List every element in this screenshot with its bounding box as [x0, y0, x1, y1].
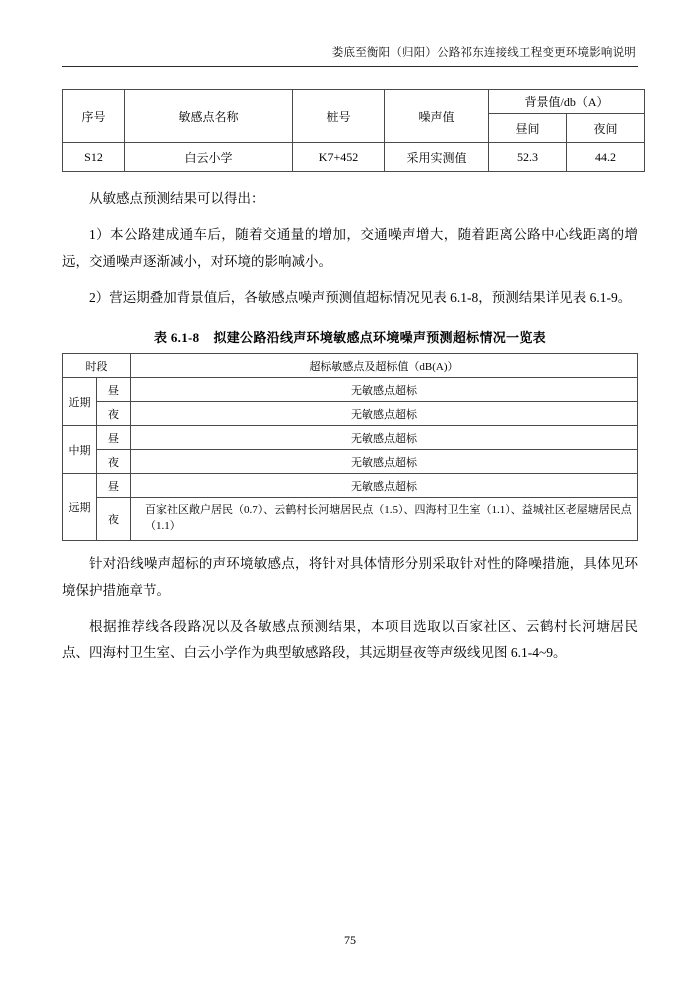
table-header-row — [63, 90, 645, 114]
exceedance-table — [62, 353, 638, 541]
caption-title: 拟建公路沿线声环境敏感点环境噪声预测超标情况一览表 — [213, 330, 546, 346]
subperiod-day: 昼 — [97, 378, 131, 402]
header-background-group: 背景值/db（A） — [489, 90, 645, 114]
cell-stake: K7+452 — [293, 143, 385, 172]
subperiod-night: 夜 — [97, 450, 131, 474]
table-caption — [62, 327, 638, 346]
caption-number: 表 6.1-8 — [154, 330, 200, 346]
table-row — [63, 450, 638, 474]
header-seq: 序号 — [63, 90, 125, 143]
paragraph-3: 针对沿线噪声超标的声环境敏感点，将针对具体情形分别采取针对性的降噪措施，具体见环境保护措施章节。 — [62, 556, 638, 598]
paragraph-4: 根据推荐线各段路况以及各敏感点预测结果，本项目选取以百家社区、云鹤村长河塘居民点、四海村卫生室、白云小学作为典型敏感路段，其远期昼夜等声级线见图 6.1-4~9。 — [62, 618, 638, 661]
subperiod-night: 夜 — [97, 402, 131, 426]
value-near-day: 无敏感点超标 — [131, 378, 638, 402]
header-stake: 桩号 — [293, 90, 385, 143]
header-day: 昼间 — [489, 114, 567, 143]
running-header: 娄底至衡阳（归阳）公路祁东连接线工程变更环境影响说明 — [331, 47, 636, 59]
table-row — [63, 143, 645, 172]
paragraph-2: 2）营运期叠加背景值后，各敏感点噪声预测值超标情况见表 6.1-8，预测结果详见表 6.1-9。 — [89, 289, 632, 305]
table-header-row — [63, 354, 638, 378]
paragraph-1: 1）本公路建成通车后，随着交通量的增加，交通噪声增大，随着距离公路中心线距离的增远，交通噪声逐渐减小，对环境的影响减小。 — [62, 227, 638, 269]
cell-noise: 采用实测值 — [385, 143, 489, 172]
header-night: 夜间 — [567, 114, 645, 143]
header-divider — [62, 66, 638, 67]
sensitive-point-table — [62, 89, 645, 172]
page-footer — [0, 933, 700, 948]
header-content: 超标敏感点及超标值（dB(A)） — [131, 354, 638, 378]
header-noise: 噪声值 — [385, 90, 489, 143]
table-row — [63, 498, 638, 541]
page-number: 75 — [344, 933, 356, 947]
cell-day: 52.3 — [489, 143, 567, 172]
value-near-night: 无敏感点超标 — [131, 402, 638, 426]
paragraph-lead: 从敏感点预测结果可以得出： — [89, 191, 265, 206]
table-row — [63, 402, 638, 426]
subperiod-day: 昼 — [97, 426, 131, 450]
table-row — [63, 378, 638, 402]
value-far-night: 百家社区敞户居民（0.7）、云鹤村长河塘居民点（1.5）、四海村卫生室（1.1）、益城社区老屋塘居民点（1.1） — [131, 498, 638, 541]
period-mid: 中期 — [63, 426, 97, 474]
table-row — [63, 474, 638, 498]
period-far: 远期 — [63, 474, 97, 541]
cell-name: 白云小学 — [125, 143, 293, 172]
value-mid-day: 无敏感点超标 — [131, 426, 638, 450]
cell-night: 44.2 — [567, 143, 645, 172]
subperiod-night: 夜 — [97, 498, 131, 541]
table-row — [63, 426, 638, 450]
value-far-day: 无敏感点超标 — [131, 474, 638, 498]
period-near: 近期 — [63, 378, 97, 426]
cell-seq: S12 — [63, 143, 125, 172]
header-period: 时段 — [63, 354, 131, 378]
subperiod-day: 昼 — [97, 474, 131, 498]
header-name: 敏感点名称 — [125, 90, 293, 143]
value-mid-night: 无敏感点超标 — [131, 450, 638, 474]
